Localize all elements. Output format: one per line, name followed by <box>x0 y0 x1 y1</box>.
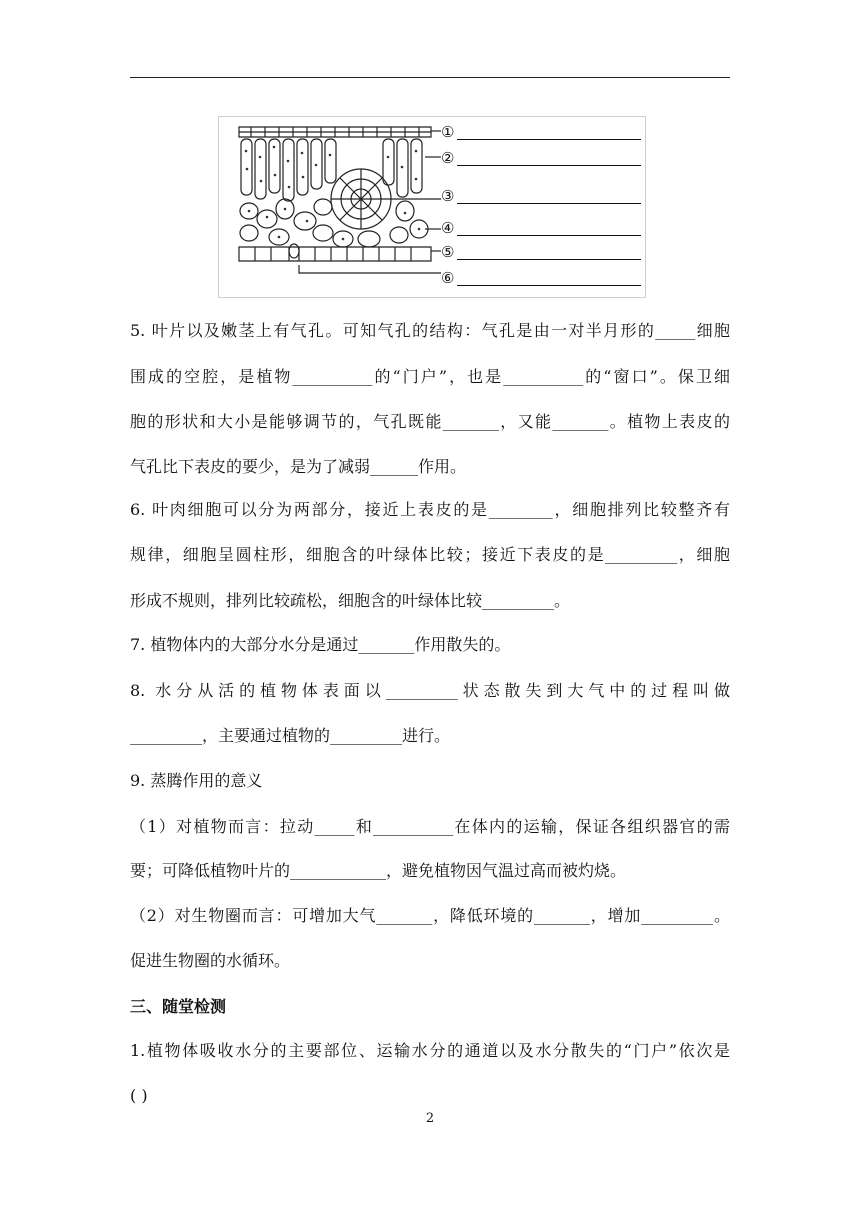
question-8-line-2: _________，主要通过植物的_________进行。 <box>130 726 451 745</box>
leaf-cross-section-figure <box>218 116 646 298</box>
figure-answer-line-2 <box>457 165 641 166</box>
page-number: 2 <box>425 1111 435 1126</box>
figure-answer-line-4 <box>457 235 641 236</box>
quiz-question-1-line-1: 1.植物体吸收水分的主要部位、运输水分的通道以及水分散失的“门户”依次是 <box>130 1041 730 1060</box>
question-6-line-3: 形成不规则，排列比较疏松，细胞含的叶绿体比较_________。 <box>130 591 571 610</box>
figure-label-2: ② <box>441 149 455 167</box>
leaf-cross-section-drawing <box>219 117 645 297</box>
figure-answer-line-1 <box>457 139 641 140</box>
figure-answer-line-3 <box>457 203 641 204</box>
figure-answer-line-5 <box>457 259 641 260</box>
question-5-line-2: 围成的空腔，是植物__________的“门户”，也是__________的“窗口”。保卫细 <box>130 367 730 386</box>
question-6-line-1: 6. 叶肉细胞可以分为两部分，接近上表皮的是________，细胞排列比较整齐有 <box>130 500 730 519</box>
question-9-part-2-line-2: 促进生物圈的水循环。 <box>130 951 291 970</box>
quiz-question-1-line-2: ( ) <box>130 1086 148 1105</box>
question-5-line-1: 5. 叶片以及嫩茎上有气孔。可知气孔的结构：气孔是由一对半月形的_____细胞 <box>130 321 730 340</box>
question-9-title: 9. 蒸腾作用的意义 <box>130 771 263 790</box>
figure-label-5: ⑤ <box>441 243 455 261</box>
question-9-part-1-line-1: （1）对植物而言：拉动_____和__________在体内的运输，保证各组织器官的需 <box>130 817 730 836</box>
question-8-line-1: 8. 水分从活的植物体表面以_________状态散失到大气中的过程叫做 <box>130 681 730 700</box>
question-5-line-3: 胞的形状和大小是能够调节的，气孔既能_______，又能_______。植物上表皮的 <box>130 412 730 431</box>
question-9-part-1-line-2: 要；可降低植物叶片的____________，避免植物因气温过高而被灼烧。 <box>130 861 627 880</box>
figure-label-4: ④ <box>441 219 455 237</box>
section-heading: 三、随堂检测 <box>130 997 227 1016</box>
question-5-line-4: 气孔比下表皮的要少，是为了减弱______作用。 <box>130 457 467 476</box>
figure-label-1: ① <box>441 123 455 141</box>
figure-answer-line-6 <box>457 285 641 286</box>
figure-label-3: ③ <box>441 187 455 205</box>
header-rule <box>130 77 730 78</box>
figure-label-6: ⑥ <box>441 269 455 287</box>
question-9-part-2-line-1: （2）对生物圈而言：可增加大气_______，降低环境的_______，增加_________。 <box>130 906 730 925</box>
question-7: 7. 植物体内的大部分水分是通过_______作用散失的。 <box>130 635 511 654</box>
question-6-line-2: 规律，细胞呈圆柱形，细胞含的叶绿体比较；接近下表皮的是_________，细胞 <box>130 545 730 564</box>
